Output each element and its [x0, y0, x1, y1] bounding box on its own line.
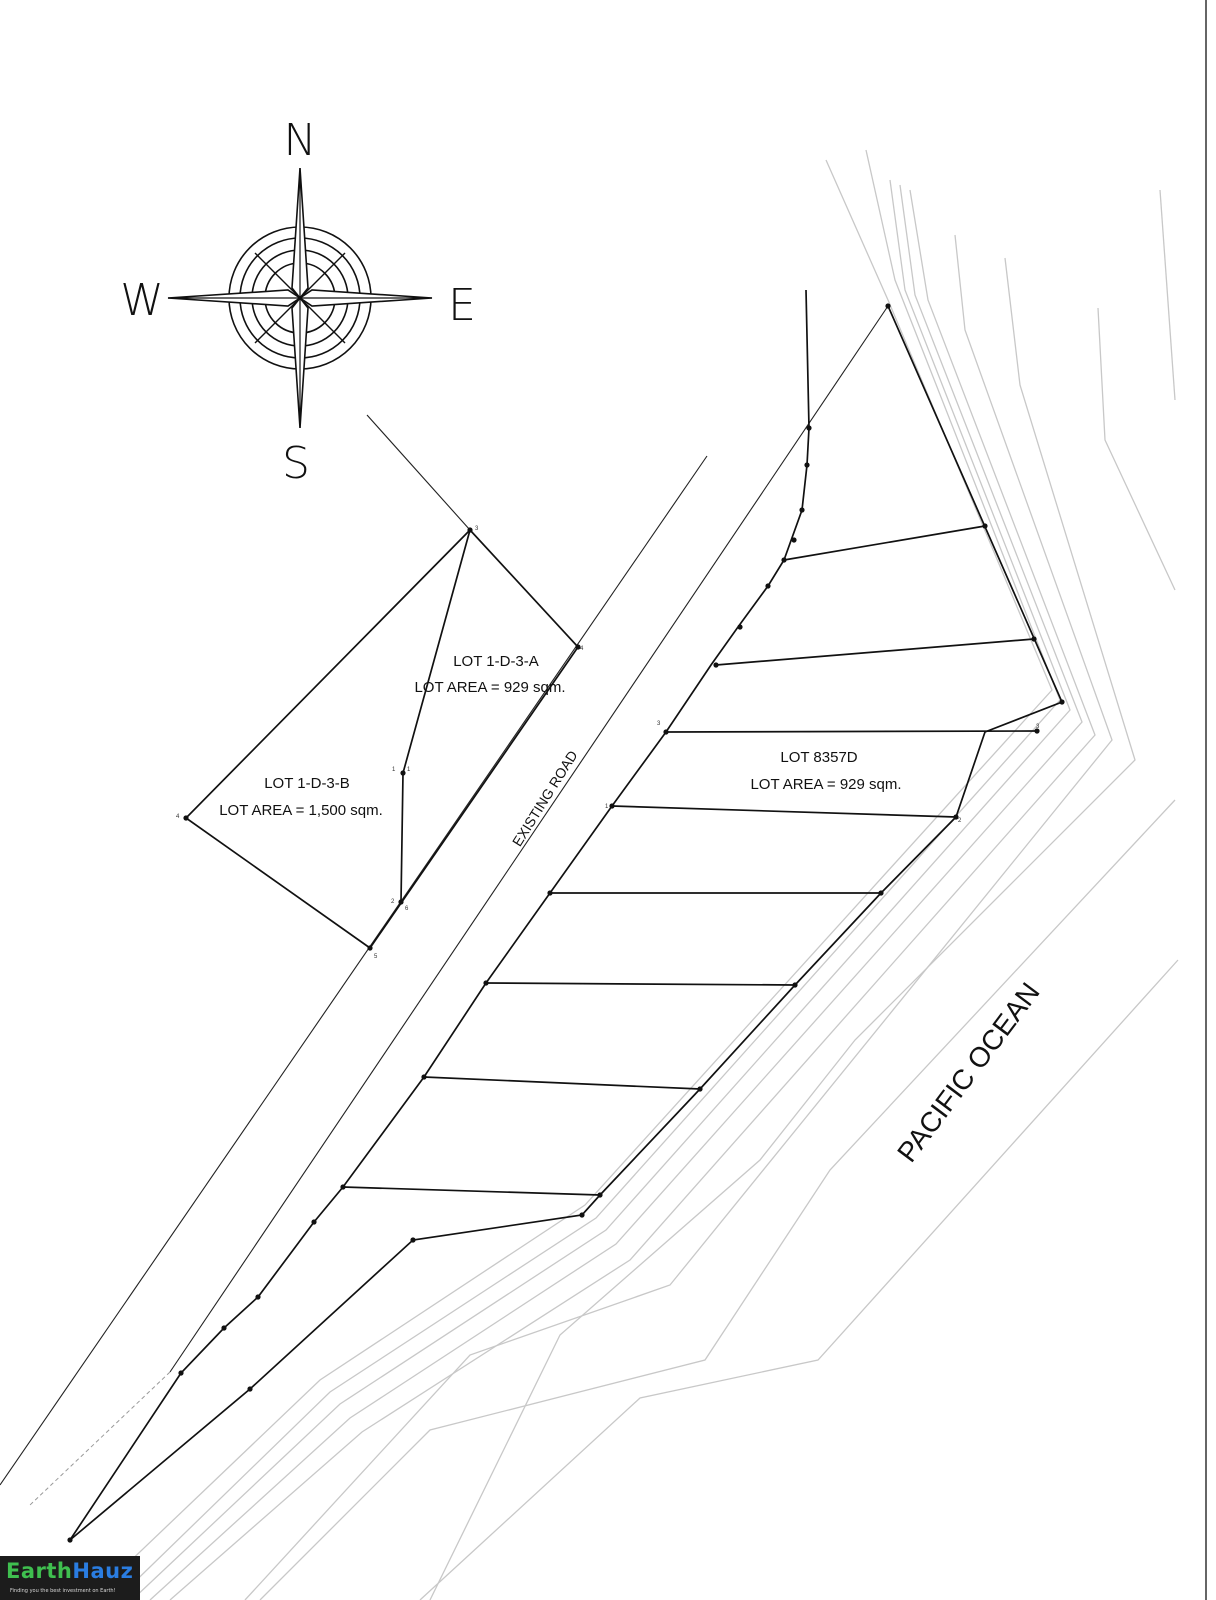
logo-wordmark: [6, 1559, 133, 1583]
logo-text-blue: Hauz: [72, 1559, 134, 1583]
svg-text:2: 2: [958, 818, 962, 824]
compass-south-label: S: [282, 438, 310, 489]
svg-text:3: 3: [475, 526, 479, 532]
svg-text:1: 1: [407, 767, 411, 773]
existing-road-label: EXISTING ROAD: [508, 747, 581, 850]
svg-text:5: 5: [374, 954, 378, 960]
svg-text:1: 1: [392, 767, 396, 773]
survey-corner-points: [67, 303, 1064, 1542]
shoreline-contours: [100, 150, 1178, 1600]
svg-text:2: 2: [391, 899, 395, 905]
existing-road-edges: [0, 306, 888, 1505]
svg-text:3: 3: [1036, 724, 1040, 730]
lot-8357d-name: LOT 8357D: [780, 749, 858, 766]
lot-1d3a-name: LOT 1-D-3-A: [453, 653, 539, 670]
svg-text:4: 4: [580, 646, 584, 652]
svg-text:3: 3: [657, 721, 661, 727]
earthhauz-logo: [0, 1556, 140, 1600]
lot-1d3b-name: LOT 1-D-3-B: [264, 775, 350, 792]
compass-rose-icon: [168, 168, 432, 428]
logo-text-green: Earth: [6, 1559, 73, 1583]
compass-north-label: N: [283, 115, 317, 166]
compass-west-label: W: [120, 275, 164, 326]
lot-8357d-boundary: [70, 290, 1062, 1540]
lot-1d3b-area: LOT AREA = 1,500 sqm.: [219, 802, 383, 819]
logo-tagline: Finding you the best investment on Earth!: [10, 1588, 116, 1594]
pacific-ocean-label: PACIFIC OCEAN: [891, 976, 1046, 1168]
svg-text:4: 4: [176, 814, 180, 820]
lot-1d3a-area: LOT AREA = 929 sqm.: [414, 679, 566, 696]
svg-text:1: 1: [605, 804, 609, 810]
lot-8357d-area: LOT AREA = 929 sqm.: [750, 776, 902, 793]
compass-east-label: E: [448, 280, 476, 331]
svg-text:6: 6: [405, 906, 409, 912]
